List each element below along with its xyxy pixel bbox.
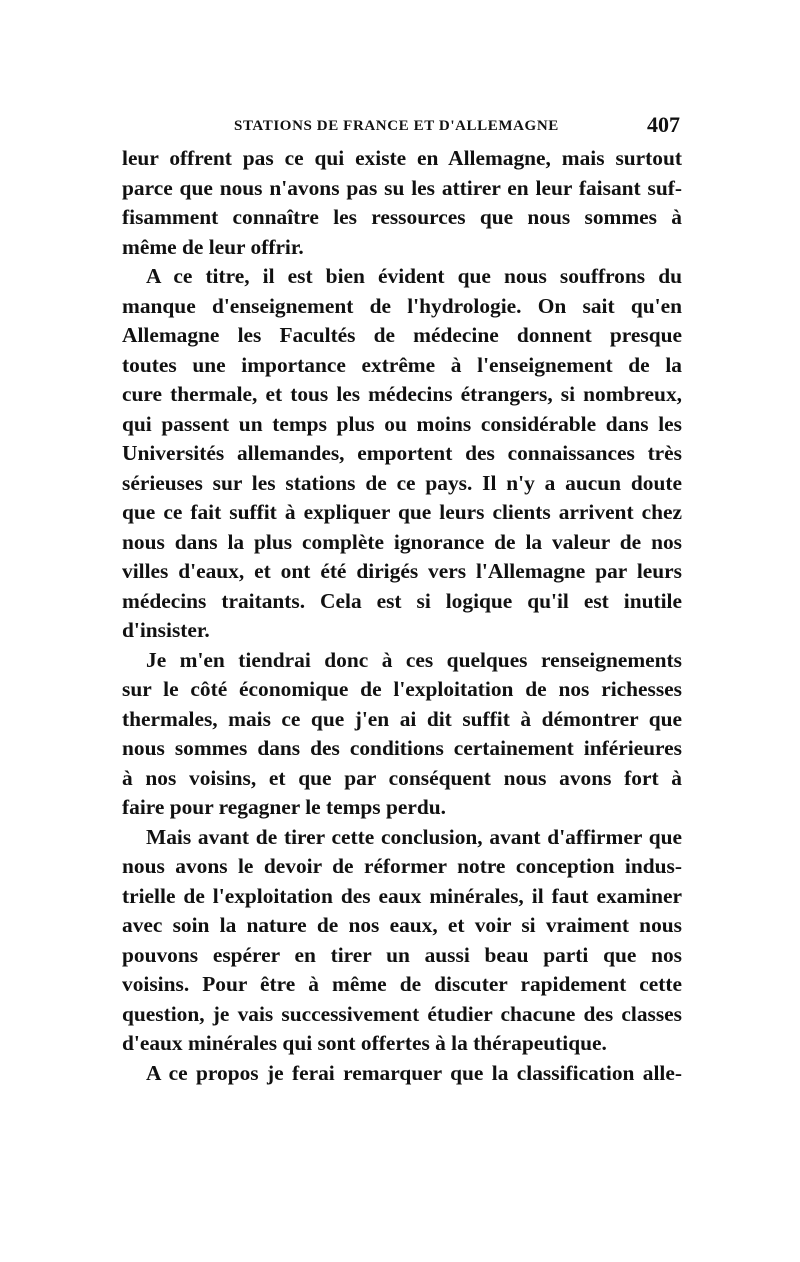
text-line: cure thermale, et tous les médecins étrangers, si nombreux, (122, 382, 682, 406)
book-page (122, 112, 682, 1088)
text-line: sur le côté économique de l'exploitation de nos richesses (122, 677, 682, 701)
text-line: question, je vais successivement étudier chacune des classes (122, 1001, 682, 1026)
text-line: d'eaux minérales qui sont offertes à la thérapeutique. (122, 1031, 607, 1055)
text-line: nous dans la plus complète ignorance de la valeur de nos (122, 529, 682, 554)
text-line: A ce propos je ferai remarquer que la classification alle- (146, 1060, 682, 1085)
text-line: fisamment connaître les ressources que nous sommes à (122, 205, 682, 229)
text-line: à nos voisins, et que par conséquent nous avons fort à (122, 765, 682, 790)
text-line: même de leur offrir. (122, 234, 304, 259)
text-line: manque d'enseignement de l'hydrologie. On sait qu'en (122, 293, 682, 318)
text-line: villes d'eaux, et ont été dirigés vers l'Allemagne par leurs (122, 559, 682, 583)
text-line: Je m'en tiendrai donc à ces quelques renseignements (146, 647, 682, 672)
text-line: nous sommes dans des conditions certainement inférieures (122, 736, 682, 760)
text-line: Allemagne les Facultés de médecine donnent presque (122, 323, 682, 347)
text-line: A ce titre, il est bien évident que nous souffrons du (146, 264, 682, 288)
text-line: d'insister. (122, 618, 210, 642)
text-line: faire pour regagner le temps perdu. (122, 795, 447, 819)
text-line: nous avons le devoir de réformer notre conception indus- (122, 854, 682, 878)
text-line: Mais avant de tirer cette conclusion, avant d'affirmer que (146, 824, 682, 849)
text-line: avec soin la nature de nos eaux, et voir si vraiment nous (122, 913, 682, 937)
running-title: STATIONS DE FRANCE ET D'ALLEMAGNE (234, 118, 559, 134)
body-text (122, 144, 682, 1088)
text-line: Universités allemandes, emportent des connaissances très (122, 441, 682, 465)
text-line: parce que nous n'avons pas su les attirer en leur faisant suf- (122, 175, 682, 200)
text-line: toutes une importance extrême à l'enseignement de la (122, 352, 682, 377)
text-line: sérieuses sur les stations de ce pays. Il n'y a aucun doute (122, 470, 682, 495)
text-line: trielle de l'exploitation des eaux minérales, il faut examiner (122, 883, 682, 908)
text-line: pouvons espérer en tirer un aussi beau parti que nos (122, 942, 682, 967)
page-header (122, 112, 682, 142)
text-line: que ce fait suffit à expliquer que leurs clients arrivent chez (122, 500, 682, 524)
text-line: thermales, mais ce que j'en ai dit suffit à démontrer que (122, 706, 682, 731)
text-line: médecins traitants. Cela est si logique qu'il est inutile (122, 588, 682, 613)
text-line: voisins. Pour être à même de discuter rapidement cette (122, 972, 682, 996)
text-line: qui passent un temps plus ou moins considérable dans les (122, 411, 682, 436)
text-line: leur offrent pas ce qui existe en Allemagne, mais surtout (122, 146, 682, 170)
page-number: 407 (647, 112, 680, 137)
